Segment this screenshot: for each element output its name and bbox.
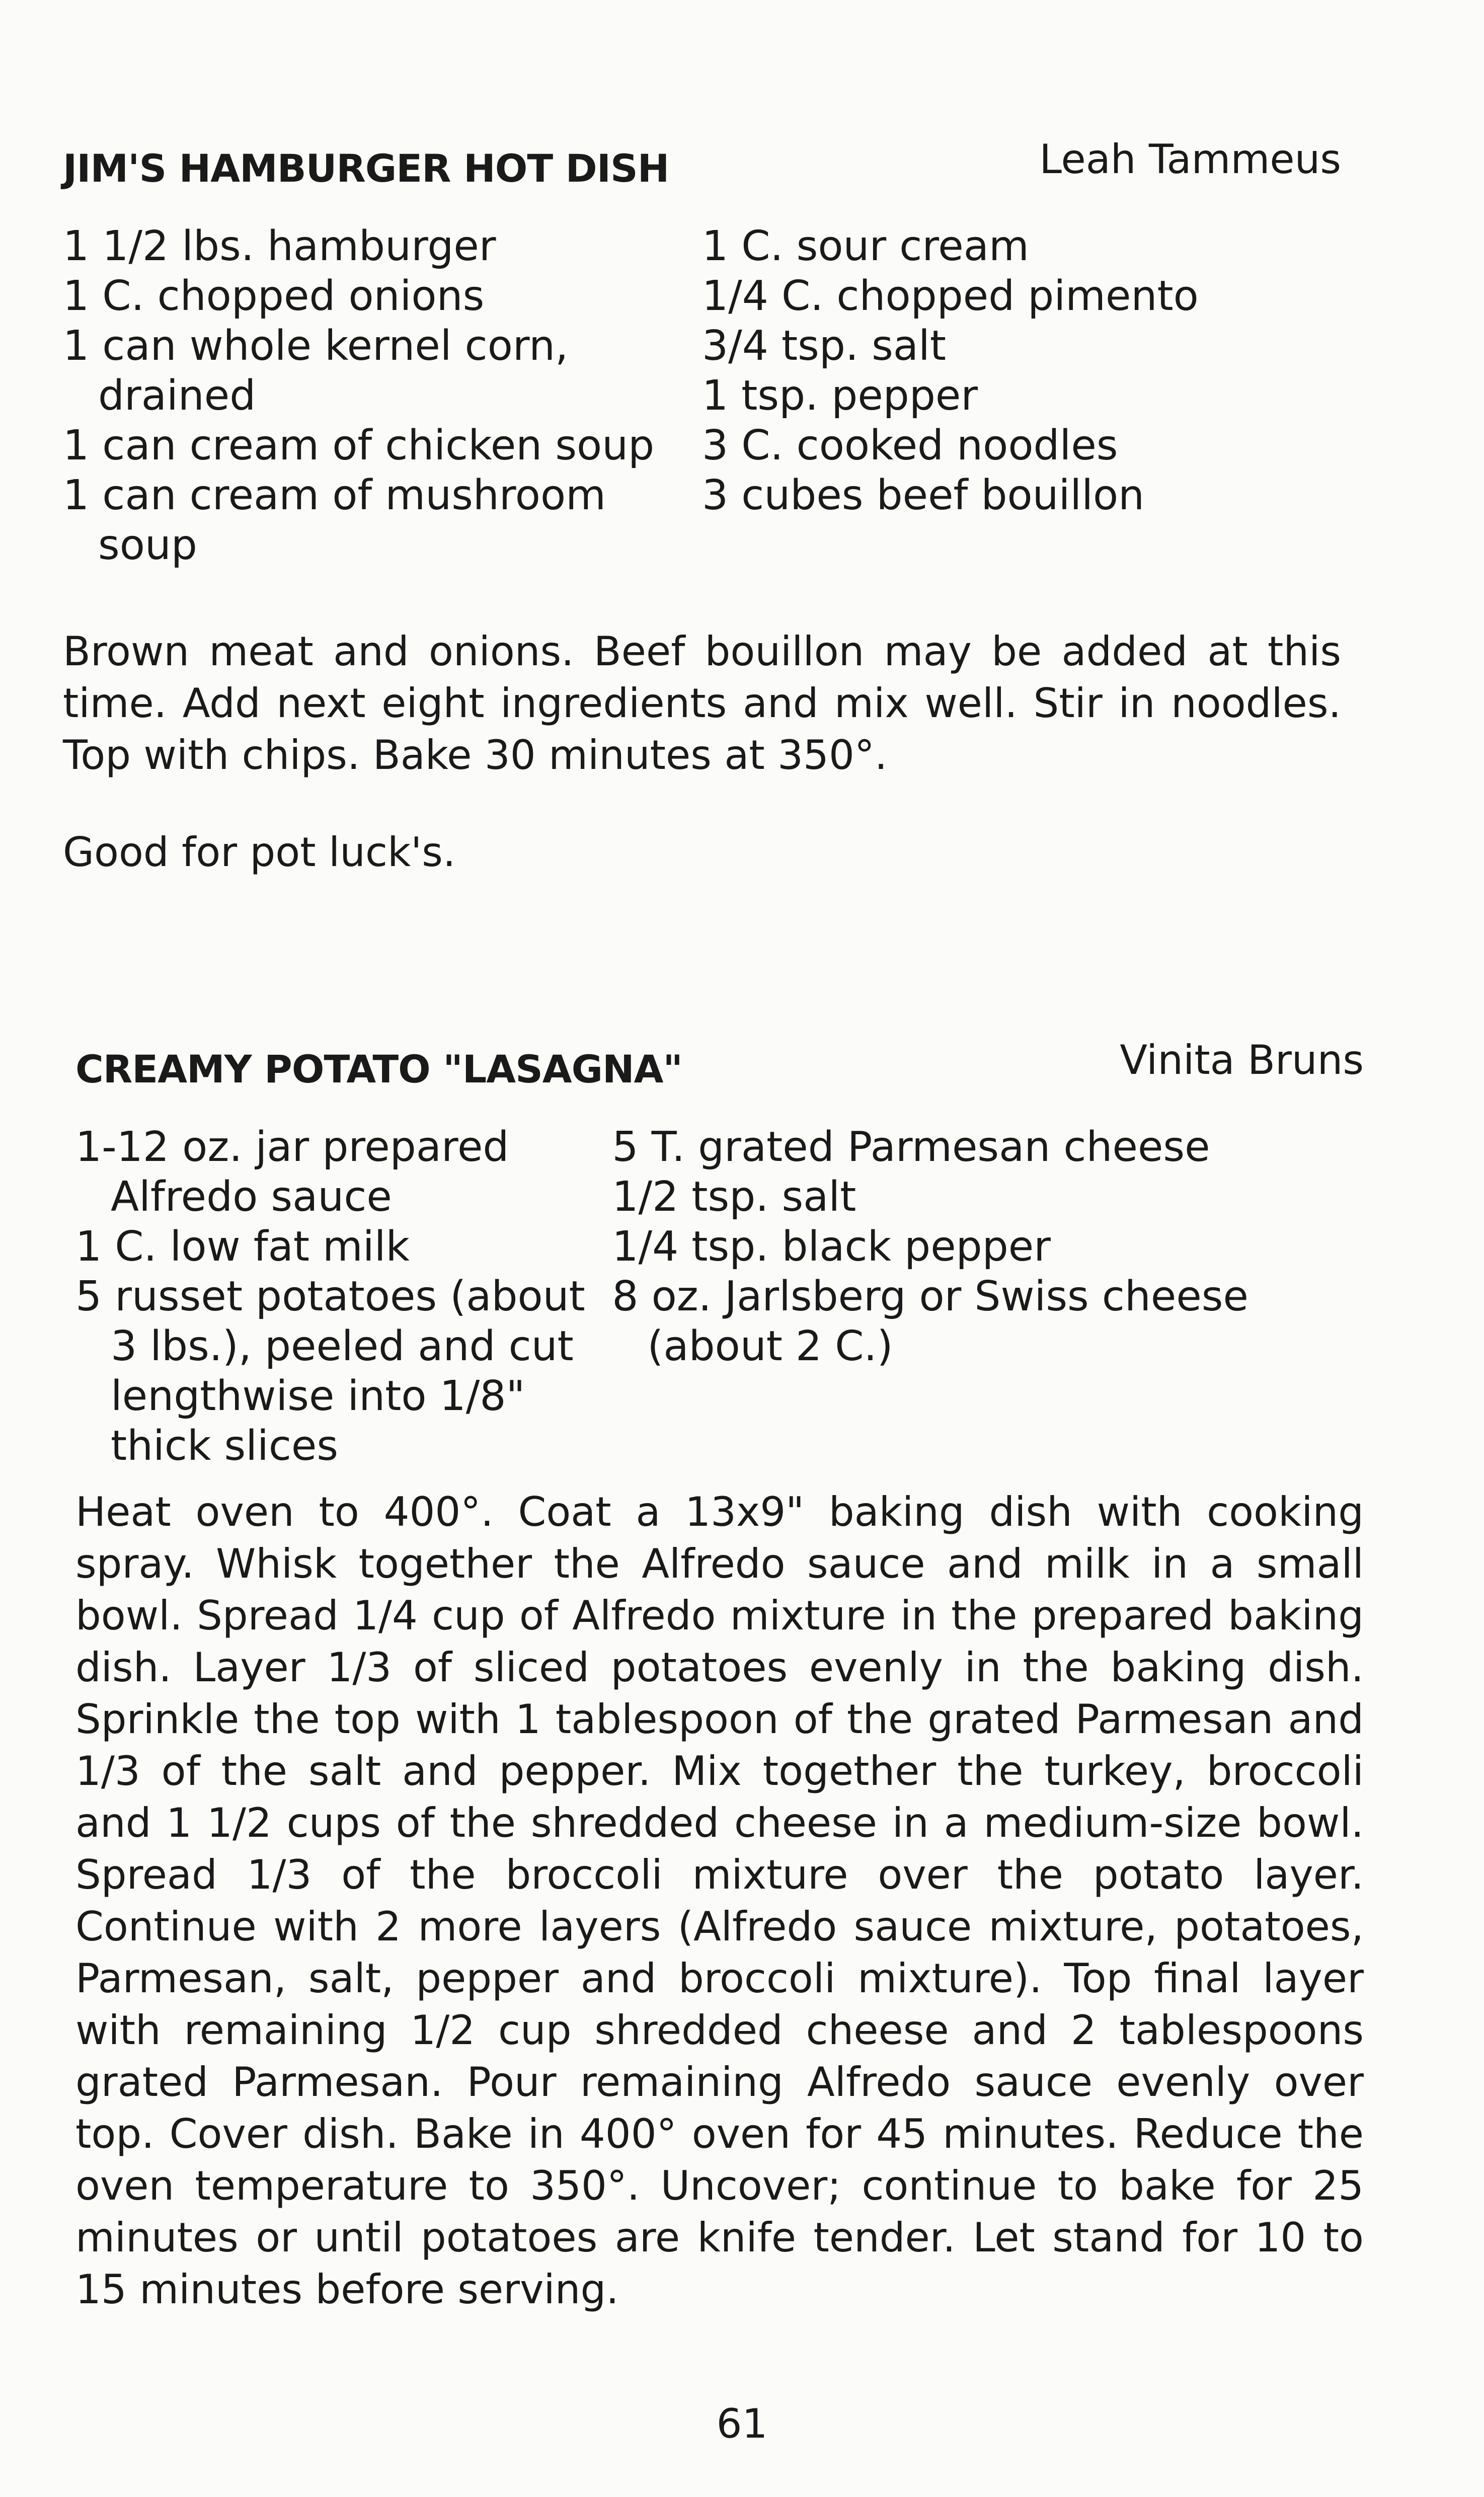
recipe-author: Leah Tammeus xyxy=(1039,136,1341,183)
ingredient-item: 3 C. cooked noodles xyxy=(702,422,1118,470)
ingredient-item: 1/4 tsp. black pepper xyxy=(612,1223,1051,1271)
ingredient-item: 1 1/2 lbs. hamburger xyxy=(63,222,496,270)
ingredient-item: 1 can whole kernel corn, drained xyxy=(63,322,569,420)
recipe-hamburger-hot-dish xyxy=(63,126,1341,878)
ingredient-item: 1-12 oz. jar prepared Alfredo sauce xyxy=(75,1123,509,1221)
recipe-note: Good for pot luck's. xyxy=(63,829,456,876)
ingredient-item: 5 russet potatoes (about 3 lbs.), peeled and cut lengthwise into 1/8" thick slices xyxy=(75,1273,585,1470)
ingredient-item: 1 C. low fat milk xyxy=(75,1223,410,1271)
ingredient-item: 1 C. sour cream xyxy=(702,222,1029,270)
ingredient-item: 1 tsp. pepper xyxy=(702,372,978,420)
recipe-header xyxy=(75,1027,1364,1091)
recipe-title: CREAMY POTATO "LASAGNA" xyxy=(75,1047,683,1091)
ingredient-item: 1 C. chopped onions xyxy=(63,272,485,320)
recipe-directions: Heat oven to 400°. Coat a 13x9" baking dish with cooking spray. Whisk together the Alfredo sauce and milk in a small bowl. Spread 1/4 cup of Alfredo mixture in the prepared baking dish. Layer 1/3 of sliced potatoes evenly in the baking dish. Sprinkle the top with 1 tablespoon of the grated Parmesan and 1/3 of the salt and pepper. Mix together the turkey, broccoli and 1 1/2 cups of the shredded cheese in a medium-size bowl. Spread 1/3 of the broccoli mixture over the potato layer. Continue with 2 more layers (Alfredo sauce mixture, potatoes, Parmesan, salt, pepper and broccoli mixture). Top final layer with remaining 1/2 cup shredded cheese and 2 tablespoons grated Parmesan. Pour remaining Alfredo sauce evenly over top. Cover dish. Bake in 400° oven for 45 minutes. Reduce the oven temperature to 350°. Uncover; continue to bake for 25 minutes or until potatoes are knife tender. Let stand for 10 to 15 minutes before serving. xyxy=(75,1489,1364,2313)
ingredients-right-column xyxy=(702,221,1199,570)
ingredient-item: 8 oz. Jarlsberg or Swiss cheese (about 2 C.) xyxy=(612,1273,1248,1370)
page-number: 61 xyxy=(716,2400,768,2447)
ingredients-left-column xyxy=(75,1122,612,1471)
ingredient-item: 1 can cream of mushroom soup xyxy=(63,472,606,569)
ingredient-item: 5 T. grated Parmesan cheese xyxy=(612,1123,1210,1171)
recipe-directions: Brown meat and onions. Beef bouillon may be added at this time. Add next eight ingredients and mix well. Stir in noodles. Top with chips. Bake 30 minutes at 350°. xyxy=(63,628,1341,778)
recipe-header xyxy=(63,126,1341,191)
ingredients-right-column xyxy=(612,1122,1364,1471)
recipe-title: JIM'S HAMBURGER HOT DISH xyxy=(63,146,669,191)
ingredient-item: 1/2 tsp. salt xyxy=(612,1173,856,1221)
ingredient-item: 1/4 C. chopped pimento xyxy=(702,272,1199,320)
ingredients xyxy=(63,221,1341,570)
ingredient-item: 3/4 tsp. salt xyxy=(702,322,946,370)
ingredients xyxy=(75,1122,1364,1471)
ingredient-item: 3 cubes beef bouillon xyxy=(702,472,1145,519)
recipe-creamy-potato-lasagna xyxy=(75,1027,1364,2315)
ingredient-item: 1 can cream of chicken soup xyxy=(63,422,655,470)
recipe-author: Vinita Bruns xyxy=(1120,1037,1364,1083)
ingredients-left-column xyxy=(63,221,702,570)
